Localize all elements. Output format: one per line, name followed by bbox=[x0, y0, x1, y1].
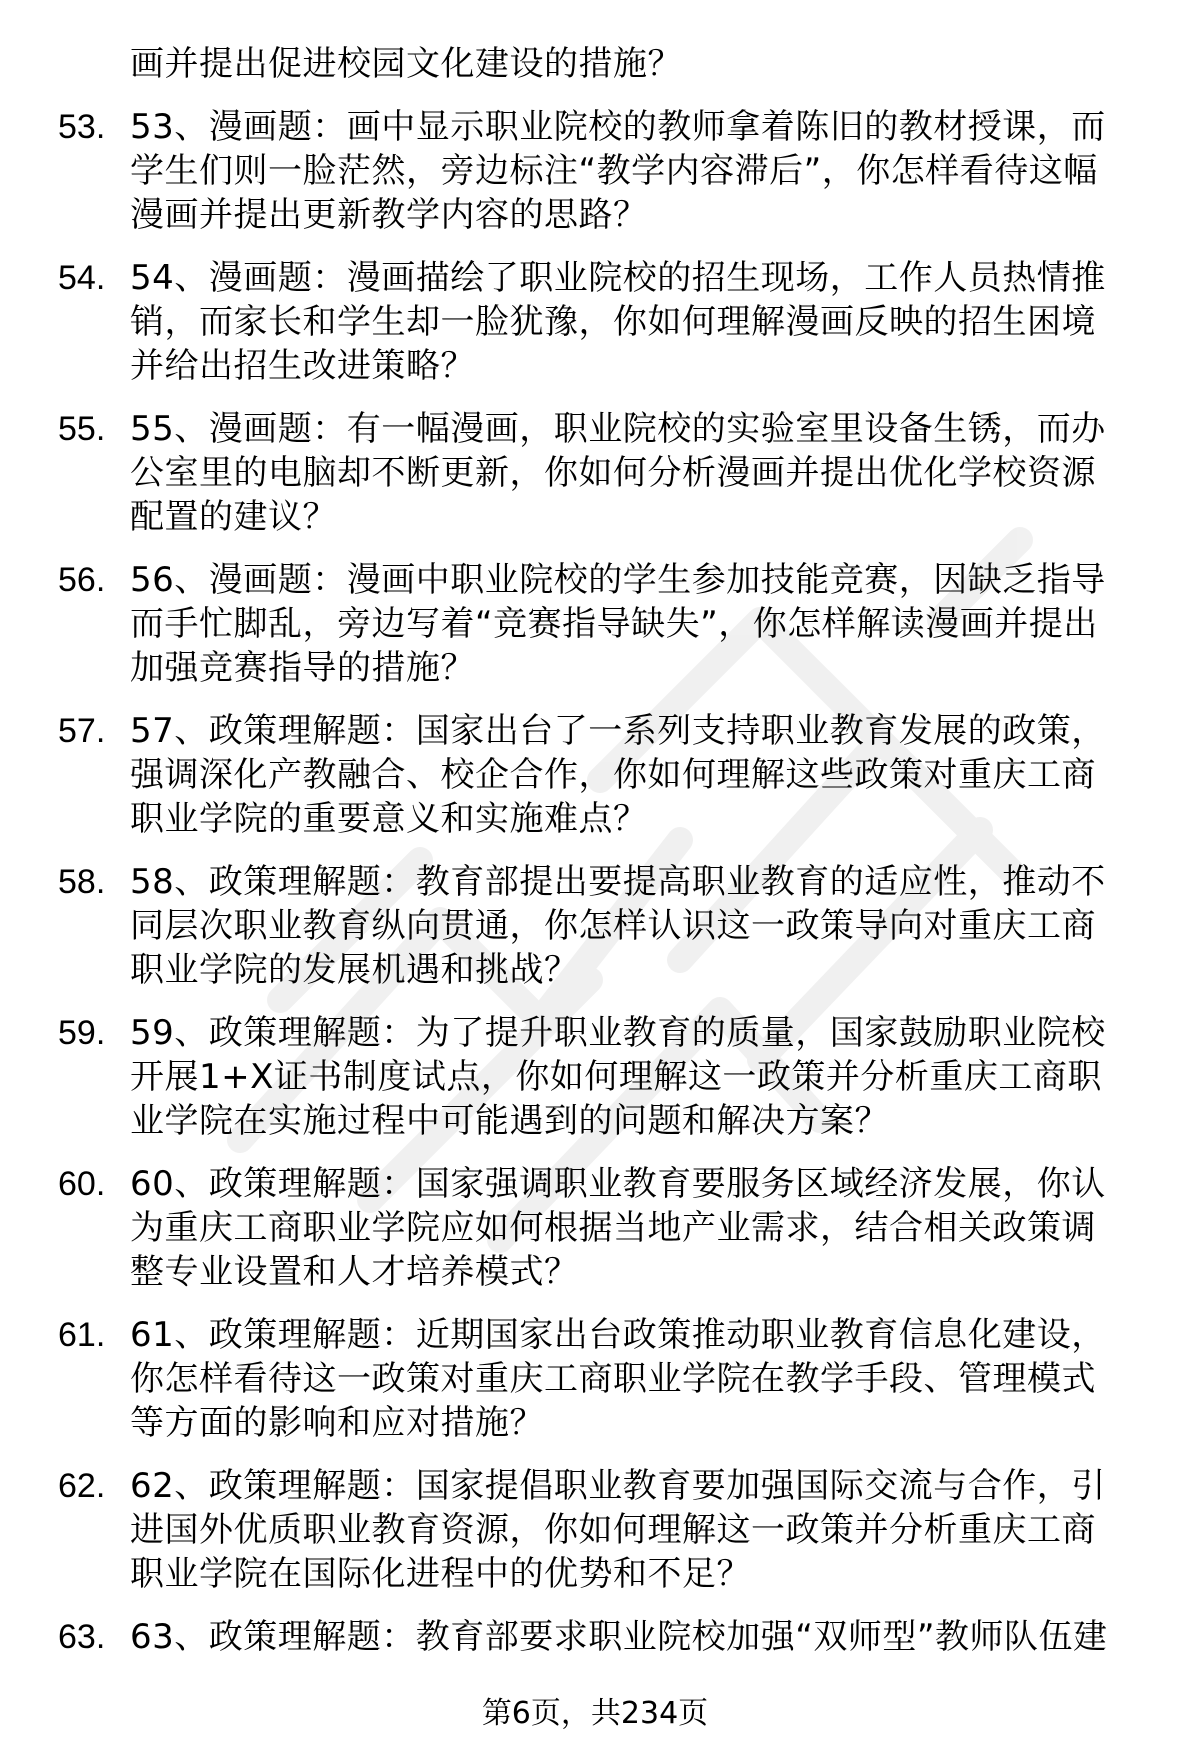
list-item bbox=[0, 1162, 1190, 1294]
question-number: 63. bbox=[58, 1618, 106, 1656]
list-item bbox=[0, 42, 1190, 86]
list-item bbox=[0, 558, 1190, 690]
question-text-line: 职业学院的发展机遇和挑战？ bbox=[130, 950, 579, 990]
question-text-line: 54、漫画题：漫画描绘了职业院校的招生现场，工作人员热情推 bbox=[130, 258, 1106, 298]
question-number: 62. bbox=[58, 1467, 106, 1505]
question-number: 57. bbox=[58, 712, 106, 750]
question-number: 53. bbox=[58, 108, 106, 146]
question-text-line: 并给出招生改进策略？ bbox=[130, 346, 475, 386]
question-number: 58. bbox=[58, 863, 106, 901]
list-item bbox=[0, 1464, 1190, 1596]
question-text-line: 加强竞赛指导的措施？ bbox=[130, 648, 475, 688]
list-item bbox=[0, 1011, 1190, 1143]
question-text-line: 而手忙脚乱，旁边写着“竞赛指导缺失”，你怎样解读漫画并提出 bbox=[130, 604, 1098, 644]
question-text-line: 62、政策理解题：国家提倡职业教育要加强国际交流与合作，引 bbox=[130, 1466, 1106, 1506]
question-text-line: 业学院在实施过程中可能遇到的问题和解决方案？ bbox=[130, 1101, 889, 1141]
list-item bbox=[0, 105, 1190, 237]
question-text-line: 为重庆工商职业学院应如何根据当地产业需求，结合相关政策调 bbox=[130, 1208, 1096, 1248]
question-number: 60. bbox=[58, 1165, 106, 1203]
list-item bbox=[0, 1313, 1190, 1445]
list-item bbox=[0, 709, 1190, 841]
question-text-line: 56、漫画题：漫画中职业院校的学生参加技能竞赛，因缺乏指导 bbox=[130, 560, 1106, 600]
question-number: 56. bbox=[58, 561, 106, 599]
question-number: 61. bbox=[58, 1316, 106, 1354]
question-text-line: 58、政策理解题：教育部提出要提高职业教育的适应性，推动不 bbox=[130, 862, 1106, 902]
question-number: 54. bbox=[58, 259, 106, 297]
question-list bbox=[0, 42, 1190, 1659]
question-text-line: 强调深化产教融合、校企合作，你如何理解这些政策对重庆工商 bbox=[130, 755, 1096, 795]
question-text-line: 开展1+X证书制度试点，你如何理解这一政策并分析重庆工商职 bbox=[130, 1057, 1102, 1097]
question-text-line: 你怎样看待这一政策对重庆工商职业学院在教学手段、管理模式 bbox=[130, 1359, 1096, 1399]
question-text-line: 59、政策理解题：为了提升职业教育的质量，国家鼓励职业院校 bbox=[130, 1013, 1106, 1053]
question-text-line: 漫画并提出更新教学内容的思路？ bbox=[130, 195, 648, 235]
page-footer: 第6页，共234页 bbox=[481, 1696, 709, 1731]
question-number: 55. bbox=[58, 410, 106, 448]
question-text-line: 同层次职业教育纵向贯通，你怎样认识这一政策导向对重庆工商 bbox=[130, 906, 1096, 946]
question-number: 59. bbox=[58, 1014, 106, 1052]
list-item bbox=[0, 860, 1190, 992]
question-text-line: 职业学院在国际化进程中的优势和不足？ bbox=[130, 1554, 751, 1594]
question-text-line: 销，而家长和学生却一脸犹豫，你如何理解漫画反映的招生困境 bbox=[130, 302, 1096, 342]
question-text-line: 53、漫画题：画中显示职业院校的教师拿着陈旧的教材授课，而 bbox=[130, 107, 1106, 147]
question-text-line: 57、政策理解题：国家出台了一系列支持职业教育发展的政策， bbox=[130, 711, 1106, 751]
question-text-line: 公室里的电脑却不断更新，你如何分析漫画并提出优化学校资源 bbox=[130, 453, 1096, 493]
list-item bbox=[0, 407, 1190, 539]
question-text-line: 60、政策理解题：国家强调职业教育要服务区域经济发展，你认 bbox=[130, 1164, 1106, 1204]
question-text-line: 等方面的影响和应对措施？ bbox=[130, 1403, 544, 1443]
question-text-line: 职业学院的重要意义和实施难点？ bbox=[130, 799, 648, 839]
question-text-line: 配置的建议？ bbox=[130, 497, 337, 537]
question-text-line: 画并提出促进校园文化建设的措施？ bbox=[130, 44, 682, 84]
list-item bbox=[0, 1615, 1190, 1659]
question-text-line: 63、政策理解题：教育部要求职业院校加强“双师型”教师队伍建 bbox=[130, 1617, 1108, 1657]
list-item bbox=[0, 256, 1190, 388]
question-text-line: 进国外优质职业教育资源，你如何理解这一政策并分析重庆工商 bbox=[130, 1510, 1096, 1550]
question-text-line: 整专业设置和人才培养模式？ bbox=[130, 1252, 579, 1292]
question-text-line: 61、政策理解题：近期国家出台政策推动职业教育信息化建设， bbox=[130, 1315, 1106, 1355]
question-text-line: 55、漫画题：有一幅漫画，职业院校的实验室里设备生锈，而办 bbox=[130, 409, 1106, 449]
question-text-line: 学生们则一脸茫然，旁边标注“教学内容滞后”，你怎样看待这幅 bbox=[130, 151, 1098, 191]
